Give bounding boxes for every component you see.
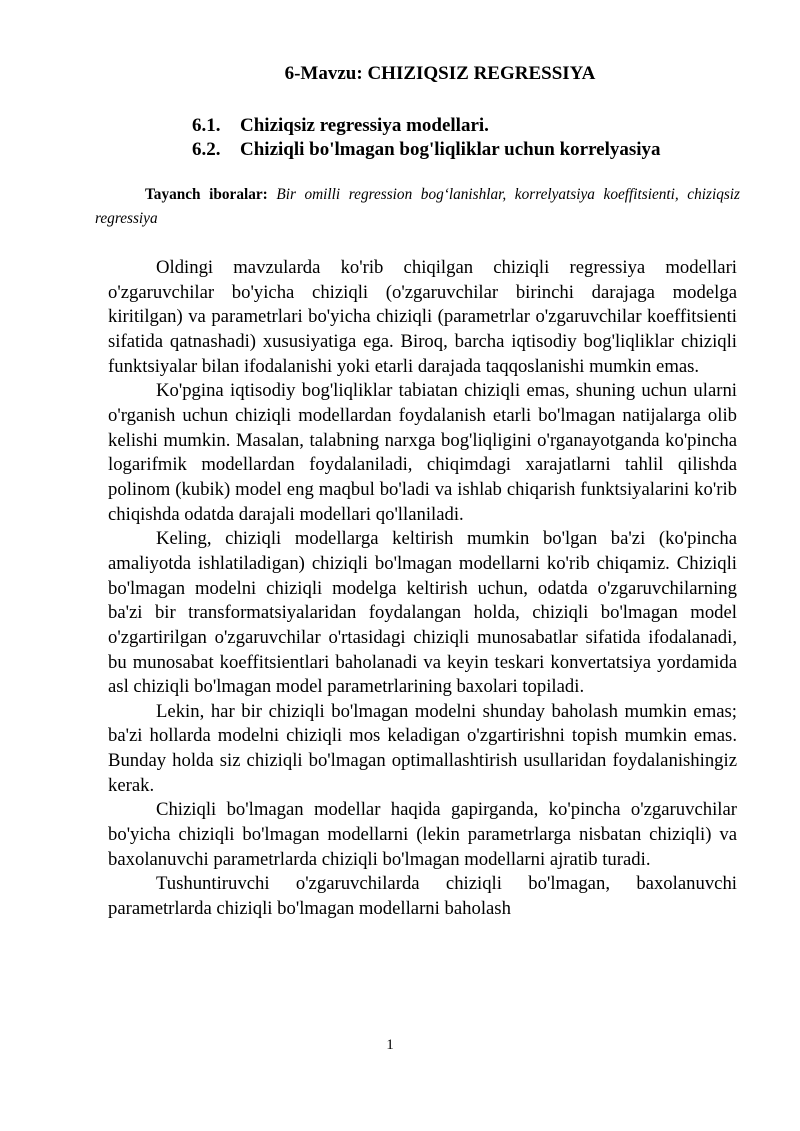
paragraph: Oldingi mavzularda ko'rib chiqilgan chiziqli regressiya modellari o'zgaruvchilar bo'yicha chiziqli (o'zgaruvchilar birinchi darajaga modelga kiritilgan) va parametrlari bo'yicha chiziqli (parametrlar o'zgaruvchilar koeffitsienti sifatida qatnashadi) xususiyatiga ega. Biroq, barcha iqtisodiy bog'liqliklar chiziqli funktsiyalar bilan ifodalanishi yoki etarli darajada taqqoslanishi mumkin emas.	[108, 257, 737, 377]
keywords-text: Bir omilli regression bog‘lanishlar, korrelyatsiya koeffitsienti, chiziqsiz regressiya	[95, 186, 741, 227]
body-text	[108, 256, 737, 922]
keywords-block	[95, 183, 740, 231]
section-number: 6.2.	[192, 139, 221, 160]
section-list	[192, 114, 661, 162]
keywords-label: Tayanch iboralar:	[145, 186, 268, 203]
paragraph: Keling, chiziqli modellarga keltirish mumkin bo'lgan ba'zi (ko'pincha amaliyotda ishlatiladigan) chiziqli bo'lmagan modellarni ko'rib chiqamiz. Chiziqli bo'lmagan modelni chiziqli modelga keltirish uchun, odatda o'zgaruvchilarning ba'zi bir transformatsiyalaridan foydalangan holda, chiziqli bo'lmagan model o'zgartirilgan o'zgaruvchilar o'rtasidagi chiziqli munosabatlar sifatida ifodalanadi, bu munosabat koeffitsientlari baholanadi va keyin teskari konvertatsiya yordamida asl chiziqli bo'lmagan model parametrlarining baxolari topiladi.	[108, 528, 737, 698]
section-item	[192, 138, 661, 162]
section-item	[192, 114, 661, 138]
paragraph: Tushuntiruvchi o'zgaruvchilarda chiziqli bo'lmagan, baxolanuvchi parametrlarda chiziqli bo'lmagan modellarni baholash	[108, 873, 737, 920]
section-label: Chiziqli bo'lmagan bog'liqliklar uchun korrelyasiya	[240, 139, 661, 160]
page-title: 6-Mavzu: CHIZIQSIZ REGRESSIYA	[284, 63, 596, 84]
section-label: Chiziqsiz regressiya modellari.	[240, 115, 489, 136]
section-number: 6.1.	[192, 115, 221, 136]
page-number: 1	[386, 1037, 394, 1053]
paragraph: Chiziqli bo'lmagan modellar haqida gapirganda, ko'pincha o'zgaruvchilar bo'yicha chiziqli bo'lmagan modellarni (lekin parametrlarga nisbatan chiziqli) va baxolanuvchi parametrlarda chiziqli bo'lmagan modellarni ajratib turadi.	[108, 799, 737, 870]
paragraph: Lekin, har bir chiziqli bo'lmagan modelni shunday baholash mumkin emas; ba'zi hollarda modelni chiziqli mos keladigan o'zgartirishni topish mumkin emas. Bunday holda siz chiziqli bo'lmagan optimallashtirish usullaridan foydalanishingiz kerak.	[108, 700, 737, 796]
paragraph: Ko'pgina iqtisodiy bog'liqliklar tabiatan chiziqli emas, shuning uchun ularni o'rganish uchun chiziqli modellardan foydalanish etarli bo'lmagan natijalarga olib kelishi mumkin. Masalan, talabning narxga bog'liqligini o'rganayotganda ko'pincha logarifmik modellardan foydalaniladi, chiqimdagi xarajatlarni tahlil qilishda polinom (kubik) model eng maqbul bo'ladi va ishlab chiqarish funktsiyalarini ko'rib chiqishda odatda darajali modellari qo'llaniladi.	[108, 380, 737, 525]
